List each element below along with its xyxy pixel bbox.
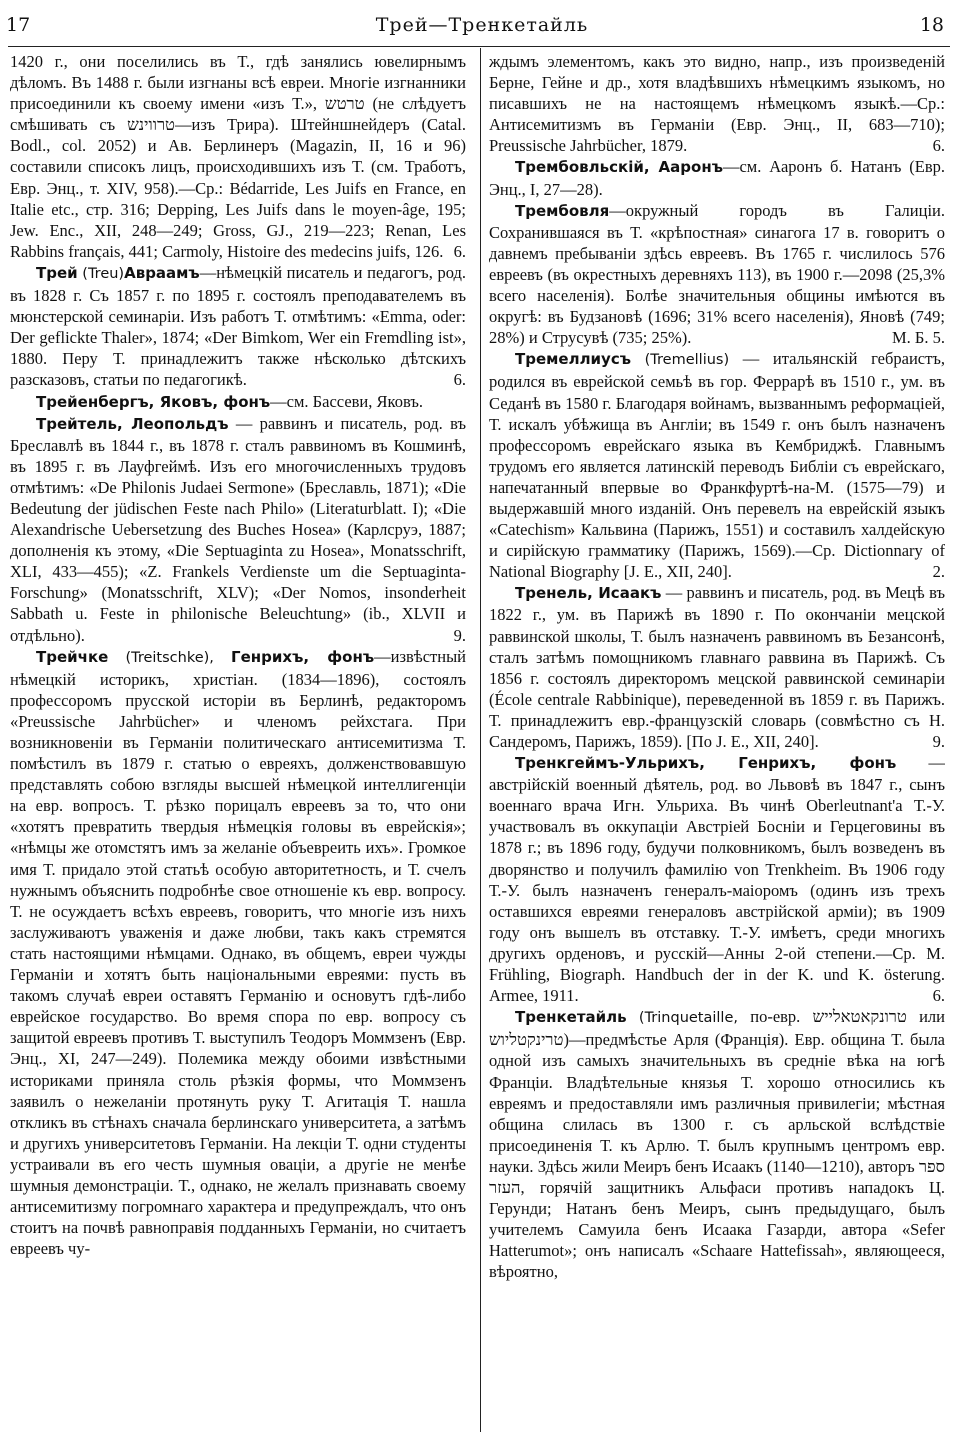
entry-headword: Тремеллиусъ: [515, 350, 632, 369]
entry-headword: Тренкетайль: [515, 1008, 627, 1027]
entry-latin-name: (Treitschke),: [125, 649, 214, 666]
continuation-paragraph: 1420 г., они поселились въ Т., гдѣ занялись ювелирнымъ дѣломъ. Въ 1488 г. были изгнаны всѣ евреи. Многіе изгнанники присоединили къ своему имени «изъ Т.», טרטש (не слѣдуетъ смѣшивать съ טרווינש—изъ Трира). Штейншнейдеръ (Catal. Bodl., col. 2052) и Ав. Берлинеръ (Magazin, II, 16 и 96) составили списокъ лицъ, происходившихъ изъ Т. (см. Тработъ, Евр. Энц., т. XIV, 958).—Ср.: Bédarride, Les Juifs en France, en Italie etc., стр. 316; Depping, Les Juifs dans le moyen-âge, 195; Jew. Enc., XII, 248—249; Gross, GJ., 219—223; Renan, Les Rabbins français, 441; Carmoly, Histoire des medecins juifs, 126. 6.: [10, 52, 466, 261]
author-signature: М. Б. 5.: [891, 328, 945, 348]
entry-headword: Трембовльскій, Ааронъ: [515, 158, 723, 177]
right-column: [489, 51, 945, 1431]
entry-trenkheim-ulrich: Тренкгеймъ-Ульрихъ, Генрихъ, фонъ — австрійскій военный дѣятель, род. во Львовѣ въ 1847 г., сынъ военнаго врача Игн. Ульриха. Въ чинѣ Oberleutnant'а Т.-У. участвовалъ въ оккупаціи Австріей Босніи и Герцеговины въ 1878 г.; въ 1896 году, будучи полковникомъ, былъ возведенъ въ дворянство и получилъ фамилію von Trenkheim. Въ 1906 году Т.-У. былъ назначенъ генералъ-маіоромъ (одинъ изъ трехъ оставшихся евреями генераловъ австрійской арміи); въ 1909 году онъ вышелъ въ отставку. Т.-У. имѣетъ, среди многихъ другихъ орденовъ, и русскій—Анны 2-ой степени.—Ср. M. Frühling, Biograph. Handbuch der in der K. und K. österung. Armee, 1911. 6.: [489, 753, 945, 1006]
author-signature: 9.: [453, 625, 466, 645]
author-signature: 6.: [453, 370, 466, 390]
left-column: [10, 51, 466, 1431]
entry-trey-avraam: Трей (Treu)Авраамъ—нѣмецкій писатель и педагогъ, род. въ 1828 г. Съ 1857 г. по 1895 г. состоялъ преподавателемъ въ мюнстерской семинаріи. Изъ работъ Т. отмѣтимъ: «Emma, oder: Der geflickte Thaler», 1874; «Der Bimkom, Wer ein Fremdling ist», 1880. Перу Т. принадлежитъ также нѣсколько дѣтскихъ разсказовъ, статьи по педагогикѣ. 6.: [10, 262, 466, 390]
author-signature: 6.: [453, 241, 466, 261]
entry-treytel: Трейтель, Леопольдъ — раввинъ и писатель, род. въ Бреславлѣ въ 1844 г., въ 1878 г. сталъ раввиномъ въ Кошминѣ, въ 1895 г. въ Лауфгеймѣ. Изъ его многочисленныхъ трудовъ отмѣтимъ: «De Philonis Judaei Sermone» (Бреславль, 1871); «Die Bedeutung der jüdischen Feste nach Philo» (Literaturblatt. I); «Die Alexandrische Uebersetzung des Buches Hosea» (Карлсруэ, 1887; дополненія къ этому, «Die Septuaginta zu Hosea», Monatsschrift, XLI, 433—455); «Z. Frankels Verdienste um die Septuaginta-Forschung» (Monatsschrift, XLV); «Der Nomos, insonderheit Sabbath u. Feste in philonische Beleuchtung» (ib., XLVII и отдѣльно). 9.: [10, 413, 466, 645]
entry-trembovlya: Трембовля—окружный городъ въ Галиціи. Сохранившаяся въ Т. «крѣпостная» синагога 17 в. говоритъ о давнемъ пребываніи здѣсь евреевъ. Въ 1765 г. числилось 576 евреевъ (въ окрестныхъ деревняхъ 113), въ 1900 г.—2098 (25,3% всего населенія). Болѣе значительныя общины имѣются въ округѣ: въ Будзановѣ (1696; 31% всего населенія), Яновѣ (749; 28%) и Струсувѣ (735; 25%). М. Б. 5.: [489, 200, 945, 348]
entry-trembovlsky: Трембовльскій, Ааронъ—см. Ааронъ б. Натанъ (Евр. Энц., I, 27—28).: [489, 157, 945, 199]
column-divider: [480, 48, 481, 1432]
author-signature: 6.: [932, 986, 945, 1006]
entry-headword: Трембовля: [515, 201, 610, 220]
entry-headword: Трейчке: [36, 647, 109, 666]
author-signature: 2.: [932, 562, 945, 582]
entry-latin-name: (Trinquetaille,: [638, 1010, 738, 1027]
entry-tremellius: Тремеллиусъ (Tremellius) — итальянскій гебраистъ, родился въ еврейской семьѣ въ гор. Феррарѣ въ 1510 г., ум. въ Седанѣ въ 1580 г. Благодаря войнамъ, вызваннымъ реформаціей, Т. искалъ убѣжища въ Англіи; въ 1549 г. онъ былъ назначенъ профессоромъ еврейскаго языка въ Кембриджѣ. Главнымъ трудомъ его является латинскій переводъ Библіи съ еврейскаго, напечатанный впервые во Франкфуртѣ-на-М. (1575—79) и выдержавшій много изданій. Онъ перевелъ на еврейскій языкъ «Catechism» Кальвина (Парижъ, 1551) и составилъ халдейскую и сирійскую грамматику (Парижъ, 1569).—Ср. Dictionnary of National Biography [J. E., XII, 240]. 2.: [489, 349, 945, 582]
entry-trenketail: Тренкетайль (Trinquetaille, по-евр. טרונקאטאלייש или טרינקטליוש)—предмѣстье Арля (Франція). Евр. община Т. была одной изъ самыхъ значительныхъ въ средніе вѣка на югѣ Франціи. Владѣтельные князья Т. хорошо относились къ евреямъ и предоставляли имъ различныя привилегіи; мѣстная община слилась въ 1300 г. съ арльской вслѣдствіе присоединенія Т. къ Арлю. Т. былъ крупнымъ центромъ евр. науки. Здѣсь жили Меиръ бенъ Исаакъ (1140—1210), авторъ ספר העזר, горячій защитникъ Альфаси противъ нападокъ Ц. Герунди; Натанъ бенъ Меиръ, сынъ предыдущаго, былъ учителемъ Самуила бенъ Исаака Газарди, автора «Sefer Hatterumot»; онъ написалъ «Schaare Hattefissah», являющееся, вѣроятно,: [489, 1007, 945, 1282]
entry-treitschke: Трейчке (Treitschke), Генрихъ, фонъ—извѣстный нѣмецкій историкъ, христіан. (1834—1896), состоялъ профессоромъ прусской исторіи въ Берлинѣ, редакторомъ «Preussische Jahrbücher» и членомъ рейхстага. При возникновеніи въ Германіи политическаго антисемитизма Т. помѣстилъ въ 1879 г. статью о евреяхъ, долженствовавшую представлять собою взгляды высшей нѣмецкой интеллигенціи на евр. вопросъ. Т. рѣзко порицалъ евреевъ за то, что они «хотятъ превратить твердыя нѣмецкія головы въ еврейскія»; «нѣмцы же отомстятъ имъ за желаніе объевреить ихъ». Громкое имя Т. придало этой статьѣ особую авторитетность, и Т. счелъ нужнымъ объяснить подробнѣе свое отношеніе къ евр. вопросу. Т. не осуждаетъ всѣхъ евреевъ, говоритъ, что многіе изъ нихъ заслуживаютъ уваженія и даже любви, такъ какъ стремятся стать настоящими нѣмцами. Однако, въ общемъ, евреи чужды Германіи и хотятъ быть національными евреями: пусть въ такомъ случаѣ евреи оставятъ Германію и основутъ гдѣ-либо еврейское государство. Во время спора по евр. вопросу съ защитой евреевъ противъ Т. выступилъ Теодоръ Моммзенъ (Евр. Энц., XI, 247—249). Полемика между обоими извѣстными историками приняла столь рѣзкія формы, что Моммзенъ заявилъ о нежеланіи протянуть руку Т. Агитація Т. нашла откликъ въ стѣнахъ сначала берлинскаго университета, а затѣмъ и другихъ университетовъ Германіи. На лекціи Т. одни студенты устраивали въ его честь шумныя оваціи, а другіе не менѣе шумныя демонстраціи. Т., однако, не желалъ признавать своему антисемитизму погромнаго характера и предупреждалъ, что онъ стоитъ на почвѣ равноправія подданныхъ Германіи, но считаетъ евреевъ чу-: [10, 646, 466, 1259]
entry-latin-name: (Tremellius): [644, 352, 730, 369]
continuation-paragraph: ждымъ элементомъ, какъ это видно, напр., изъ произведеній Берне, Гейне и др., хотя владѣвшихъ нѣмецкимъ языкомъ, но писавшихъ не на настоящемъ нѣмецкомъ языкѣ.—Ср.: Антисемитизмъ въ Германіи (Евр. Энц., II, 683—710); Preussische Jahrbücher, 1879. 6.: [489, 52, 945, 156]
entry-headword: Трей: [36, 263, 78, 282]
page-number-right: 18: [919, 14, 944, 36]
page-header: [0, 0, 964, 40]
author-signature: 6.: [932, 136, 945, 156]
entry-headword: Трейенбергъ, Яковъ, фонъ: [36, 392, 271, 411]
entry-latin-name: (Treu): [82, 265, 125, 282]
entry-treyenberg: Трейенбергъ, Яковъ, фонъ—см. Бассеви, Яковъ.: [36, 391, 423, 411]
page-number-left: 17: [6, 14, 31, 36]
entry-trenel: Тренель, Исаакъ — раввинъ и писатель, род. въ Мецѣ въ 1822 г., ум. въ Парижѣ въ 1890 г. По окончаніи мецской раввинской школы, Т. былъ назначенъ раввиномъ въ Безансонѣ, сталъ затѣмъ помощникомъ главнаго раввина въ Парижѣ. Съ 1856 г. состоялъ директоромъ мецской раввинской семинаріи (École centrale Rabbinique), переведенной въ 1859 г. въ Парижъ. Т. принадлежитъ евр.-французскій словарь (совмѣстно съ Н. Сандеромъ, Парижъ, 1859). [По J. E., XII, 240]. 9.: [489, 583, 945, 751]
author-signature: 9.: [932, 732, 945, 751]
header-rule: [8, 46, 950, 47]
entry-headword: Тренель, Исаакъ: [515, 584, 662, 603]
entry-headword: Трейтель, Леопольдъ: [36, 414, 229, 433]
entry-headword: Тренкгеймъ-Ульрихъ, Генрихъ, фонъ: [515, 754, 897, 773]
page-title: Трей—Тренкетайль: [375, 14, 589, 36]
